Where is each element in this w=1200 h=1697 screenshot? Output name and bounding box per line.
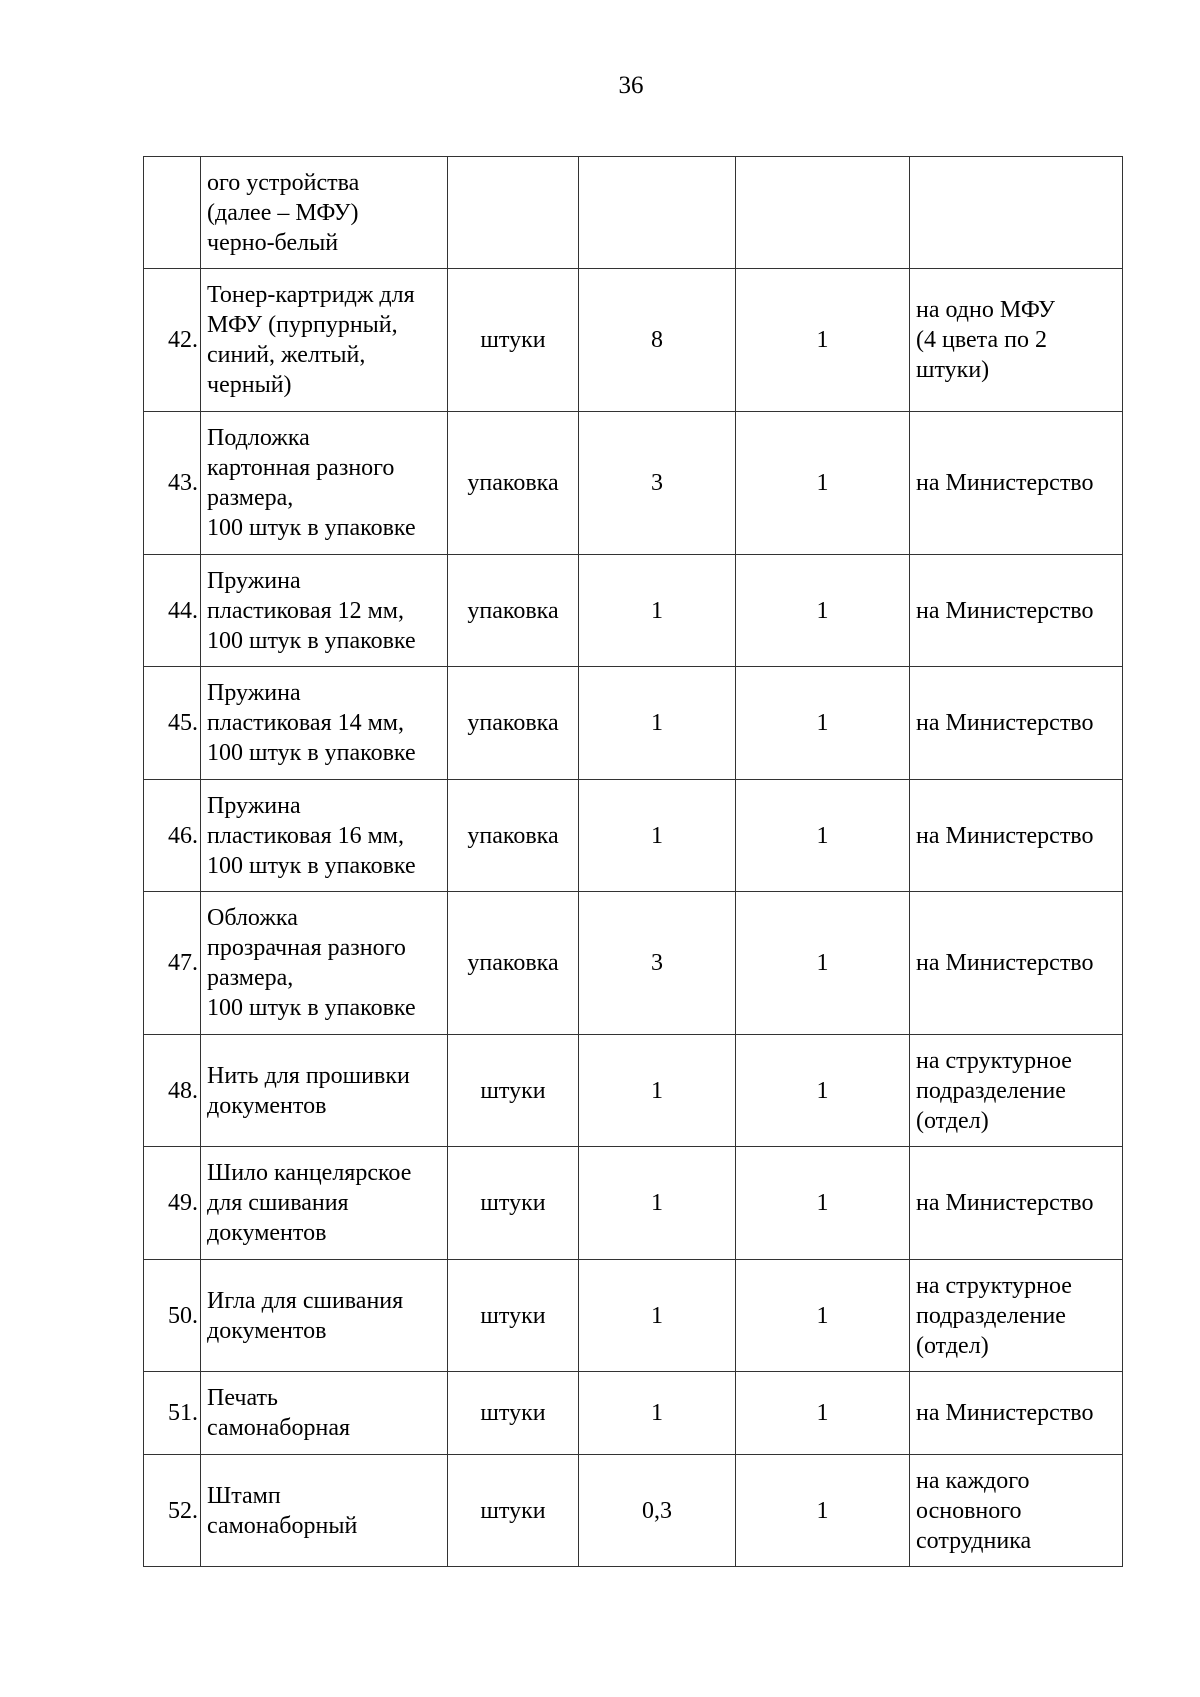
- note-lines: [916, 1046, 1116, 1136]
- unit-of-measure: штуки: [448, 269, 579, 412]
- table-row: [144, 1147, 1123, 1260]
- supplies-table: [143, 156, 1123, 1567]
- note-line: сотрудника: [916, 1527, 1032, 1554]
- item-name-line: размера,: [207, 485, 294, 511]
- item-name-line: самонаборная: [207, 1415, 351, 1441]
- item-name-line: Пружина: [207, 567, 301, 594]
- item-name-line: 100 штук в упаковке: [207, 627, 416, 654]
- item-name-line: 100 штук в упаковке: [207, 852, 416, 879]
- note: [910, 269, 1123, 412]
- item-name-line: 100 штук в упаковке: [207, 995, 416, 1021]
- row-number: 52.: [144, 1455, 201, 1567]
- row-number: 50.: [144, 1260, 201, 1372]
- item-name-line: Игла для сшивания: [207, 1287, 404, 1314]
- note: [910, 1035, 1123, 1147]
- item-name-line: прозрачная разного: [207, 935, 406, 961]
- item-name: [201, 892, 448, 1035]
- item-name-line: Обложка: [207, 905, 298, 931]
- table-row: [144, 157, 1123, 269]
- note: [910, 555, 1123, 667]
- item-name: [201, 1147, 448, 1260]
- note: [910, 412, 1123, 555]
- note-line: (4 цвета по 2: [916, 327, 1047, 353]
- note-line: подразделение: [916, 1077, 1066, 1104]
- item-name-lines: [207, 1481, 441, 1541]
- item-name-line: (далее – МФУ): [207, 199, 359, 226]
- table-row: [144, 412, 1123, 555]
- item-name: [201, 667, 448, 780]
- unit-of-measure: упаковка: [448, 412, 579, 555]
- table-row: [144, 1372, 1123, 1455]
- row-number: 45.: [144, 667, 201, 780]
- item-name-line: пластиковая 14 мм,: [207, 710, 404, 736]
- item-name-line: Шило канцелярское: [207, 1160, 412, 1186]
- item-name-line: Штамп: [207, 1482, 281, 1509]
- item-name-line: Печать: [207, 1385, 278, 1411]
- item-name-lines: [207, 280, 441, 400]
- page-number: 36: [618, 72, 644, 99]
- note-lines: [916, 596, 1116, 626]
- service-life: 1: [736, 892, 910, 1035]
- unit-of-measure: штуки: [448, 1147, 579, 1260]
- item-name-line: пластиковая 12 мм,: [207, 597, 404, 624]
- supplies-table-body: [144, 157, 1123, 1567]
- note: [910, 1455, 1123, 1567]
- item-name-lines: [207, 1061, 441, 1121]
- quantity: 1: [579, 555, 736, 667]
- item-name: [201, 780, 448, 892]
- note-line: основного: [916, 1497, 1022, 1524]
- item-name-line: документов: [207, 1317, 327, 1344]
- quantity: [579, 157, 736, 269]
- item-name-lines: [207, 168, 441, 258]
- table-row: [144, 1455, 1123, 1567]
- unit-of-measure: [448, 157, 579, 269]
- item-name-line: Пружина: [207, 792, 301, 819]
- quantity: 3: [579, 892, 736, 1035]
- item-name-lines: [207, 1286, 441, 1346]
- note-line: на одно МФУ: [916, 297, 1056, 323]
- item-name-lines: [207, 566, 441, 656]
- quantity: 1: [579, 1035, 736, 1147]
- row-number: 46.: [144, 780, 201, 892]
- note-line: на Министерство: [916, 950, 1094, 976]
- quantity: 1: [579, 1372, 736, 1455]
- item-name: [201, 412, 448, 555]
- unit-of-measure: упаковка: [448, 667, 579, 780]
- item-name-line: Подложка: [207, 425, 310, 451]
- item-name-line: документов: [207, 1220, 327, 1246]
- item-name-lines: [207, 791, 441, 881]
- row-number: 42.: [144, 269, 201, 412]
- item-name: [201, 1035, 448, 1147]
- note: [910, 1260, 1123, 1372]
- note-lines: [916, 708, 1116, 738]
- item-name-lines: [207, 903, 441, 1023]
- unit-of-measure: упаковка: [448, 780, 579, 892]
- row-number: 51.: [144, 1372, 201, 1455]
- note-lines: [916, 295, 1116, 385]
- item-name: [201, 157, 448, 269]
- item-name: [201, 555, 448, 667]
- unit-of-measure: штуки: [448, 1260, 579, 1372]
- note: [910, 892, 1123, 1035]
- note-lines: [916, 821, 1116, 851]
- row-number: 49.: [144, 1147, 201, 1260]
- service-life: 1: [736, 1260, 910, 1372]
- note-lines: [916, 1466, 1116, 1556]
- item-name-line: черный): [207, 372, 292, 398]
- item-name-line: черно-белый: [207, 229, 339, 256]
- note-line: на Министерство: [916, 470, 1094, 496]
- unit-of-measure: штуки: [448, 1455, 579, 1567]
- note-line: на Министерство: [916, 1190, 1094, 1216]
- item-name-line: Нить для прошивки: [207, 1062, 410, 1089]
- note-line: на Министерство: [916, 597, 1094, 624]
- service-life: 1: [736, 780, 910, 892]
- table-row: [144, 780, 1123, 892]
- note-line: (отдел): [916, 1107, 989, 1134]
- quantity: 1: [579, 667, 736, 780]
- quantity: 1: [579, 1260, 736, 1372]
- item-name-line: для сшивания: [207, 1190, 349, 1216]
- item-name-lines: [207, 1158, 441, 1248]
- table-row: [144, 667, 1123, 780]
- note-line: подразделение: [916, 1302, 1066, 1329]
- note: [910, 157, 1123, 269]
- note-line: на Министерство: [916, 822, 1094, 849]
- item-name-line: размера,: [207, 965, 294, 991]
- item-name-lines: [207, 678, 441, 768]
- row-number: 43.: [144, 412, 201, 555]
- item-name-line: Тонер-картридж для: [207, 282, 415, 308]
- quantity: 3: [579, 412, 736, 555]
- unit-of-measure: штуки: [448, 1372, 579, 1455]
- service-life: 1: [736, 269, 910, 412]
- table-row: [144, 555, 1123, 667]
- row-number: [144, 157, 201, 269]
- note-lines: [916, 948, 1116, 978]
- table-row: [144, 269, 1123, 412]
- note: [910, 1372, 1123, 1455]
- quantity: 8: [579, 269, 736, 412]
- table-row: [144, 1035, 1123, 1147]
- item-name-line: 100 штук в упаковке: [207, 740, 416, 766]
- note-line: штуки): [916, 357, 990, 383]
- item-name-line: пластиковая 16 мм,: [207, 822, 404, 849]
- unit-of-measure: упаковка: [448, 892, 579, 1035]
- item-name-line: самонаборный: [207, 1512, 358, 1539]
- service-life: 1: [736, 1035, 910, 1147]
- note: [910, 667, 1123, 780]
- note-line: на структурное: [916, 1272, 1072, 1299]
- service-life: 1: [736, 1147, 910, 1260]
- item-name-line: Пружина: [207, 680, 301, 706]
- note-line: на каждого: [916, 1467, 1030, 1494]
- item-name-line: документов: [207, 1092, 327, 1119]
- item-name: [201, 1372, 448, 1455]
- note-line: (отдел): [916, 1332, 989, 1359]
- note-line: на Министерство: [916, 1400, 1094, 1426]
- note-lines: [916, 468, 1116, 498]
- service-life: [736, 157, 910, 269]
- note-line: на Министерство: [916, 710, 1094, 736]
- table-row: [144, 892, 1123, 1035]
- item-name-line: МФУ (пурпурный,: [207, 312, 398, 338]
- quantity: 1: [579, 780, 736, 892]
- service-life: 1: [736, 412, 910, 555]
- note-lines: [916, 1398, 1116, 1428]
- item-name: [201, 269, 448, 412]
- service-life: 1: [736, 1372, 910, 1455]
- item-name-line: 100 штук в упаковке: [207, 515, 416, 541]
- row-number: 44.: [144, 555, 201, 667]
- note-lines: [916, 1271, 1116, 1361]
- note: [910, 1147, 1123, 1260]
- quantity: 1: [579, 1147, 736, 1260]
- unit-of-measure: штуки: [448, 1035, 579, 1147]
- service-life: 1: [736, 1455, 910, 1567]
- quantity: 0,3: [579, 1455, 736, 1567]
- row-number: 48.: [144, 1035, 201, 1147]
- service-life: 1: [736, 555, 910, 667]
- item-name: [201, 1260, 448, 1372]
- item-name-line: синий, желтый,: [207, 342, 366, 368]
- note-line: на структурное: [916, 1047, 1072, 1074]
- item-name: [201, 1455, 448, 1567]
- item-name-lines: [207, 1383, 441, 1443]
- item-name-lines: [207, 423, 441, 543]
- note: [910, 780, 1123, 892]
- note-lines: [916, 1188, 1116, 1218]
- item-name-line: картонная разного: [207, 455, 395, 481]
- service-life: 1: [736, 667, 910, 780]
- item-name-line: ого устройства: [207, 169, 360, 196]
- unit-of-measure: упаковка: [448, 555, 579, 667]
- row-number: 47.: [144, 892, 201, 1035]
- table-row: [144, 1260, 1123, 1372]
